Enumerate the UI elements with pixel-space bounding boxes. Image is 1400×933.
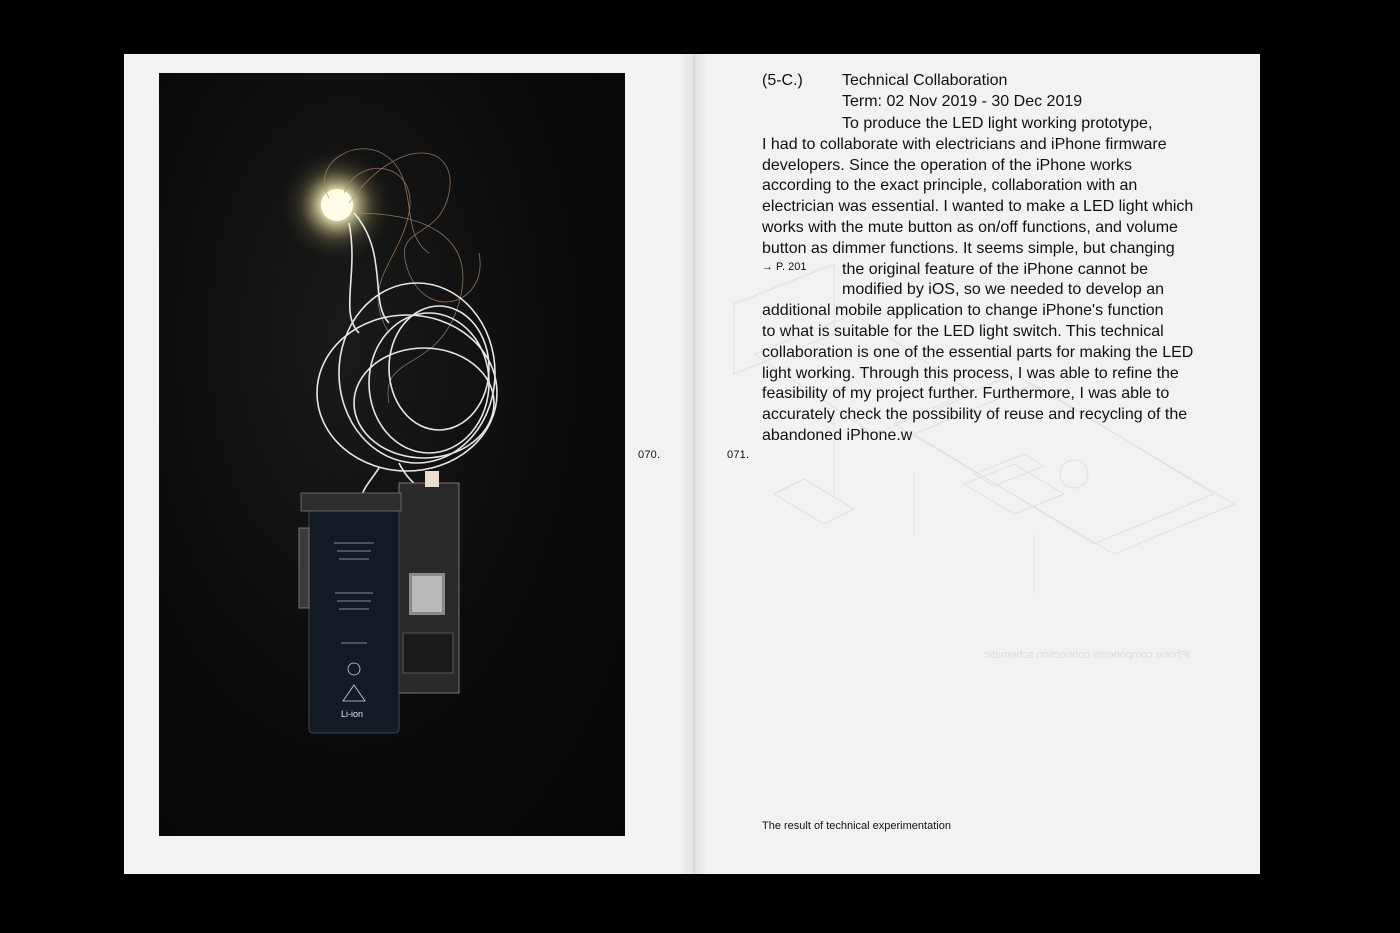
body-line: to what is suitable for the LED light switch. This technical: [762, 322, 1164, 340]
body-line: light working. Through this process, I was able to refine the: [762, 364, 1179, 382]
body-line: abandoned iPhone.w: [762, 426, 913, 444]
schematic-caption: iPhone components connection schematic: [984, 649, 1191, 661]
led-prototype-photo: [159, 73, 625, 836]
body-line: additional mobile application to change iPhone's function: [762, 302, 1164, 320]
book-spread: [124, 54, 1260, 874]
battery-label: Li-ion: [341, 709, 364, 719]
body-line: developers. Since the operation of the iPhone works: [762, 156, 1133, 174]
logic-board: [399, 471, 459, 693]
cross-reference: → P. 201: [762, 261, 807, 273]
body-line: electrician was essential. I wanted to make a LED light which: [762, 198, 1194, 216]
body-line: accurately check the possibility of reuse and recycling of the: [762, 406, 1188, 424]
left-page-number: 070.: [638, 449, 661, 461]
image-caption: The result of technical experimentation: [762, 820, 951, 832]
body-line: according to the exact principle, collaboration with an: [762, 177, 1138, 195]
body-line: To produce the LED light working prototype,: [842, 115, 1153, 132]
body-line: works with the mute button as on/off functions, and volume: [762, 218, 1178, 236]
body-line: button as dimmer functions. It seems simple, but changing: [762, 239, 1175, 257]
led-prototype-illustration: [159, 73, 625, 836]
battery: [301, 493, 401, 733]
body-text: [762, 114, 1232, 447]
led-bulb: [321, 189, 353, 221]
body-line: feasibility of my project further. Furthermore, I was able to: [762, 385, 1170, 403]
body-line: collaboration is one of the essential parts for making the LED: [762, 343, 1194, 361]
right-page-number: 071.: [727, 449, 750, 461]
section-code: (5-C.): [762, 72, 803, 89]
section-title: Technical Collaboration: [842, 72, 1008, 89]
body-line: the original feature of the iPhone cannot be: [842, 260, 1148, 278]
side-bracket: [299, 528, 309, 608]
body-line: modified by iOS, so we needed to develop an: [842, 281, 1164, 299]
body-line: I had to collaborate with electricians and iPhone firmware: [762, 135, 1167, 153]
book-gutter: [680, 54, 708, 874]
section-term: Term: 02 Nov 2019 - 30 Dec 2019: [842, 93, 1083, 110]
